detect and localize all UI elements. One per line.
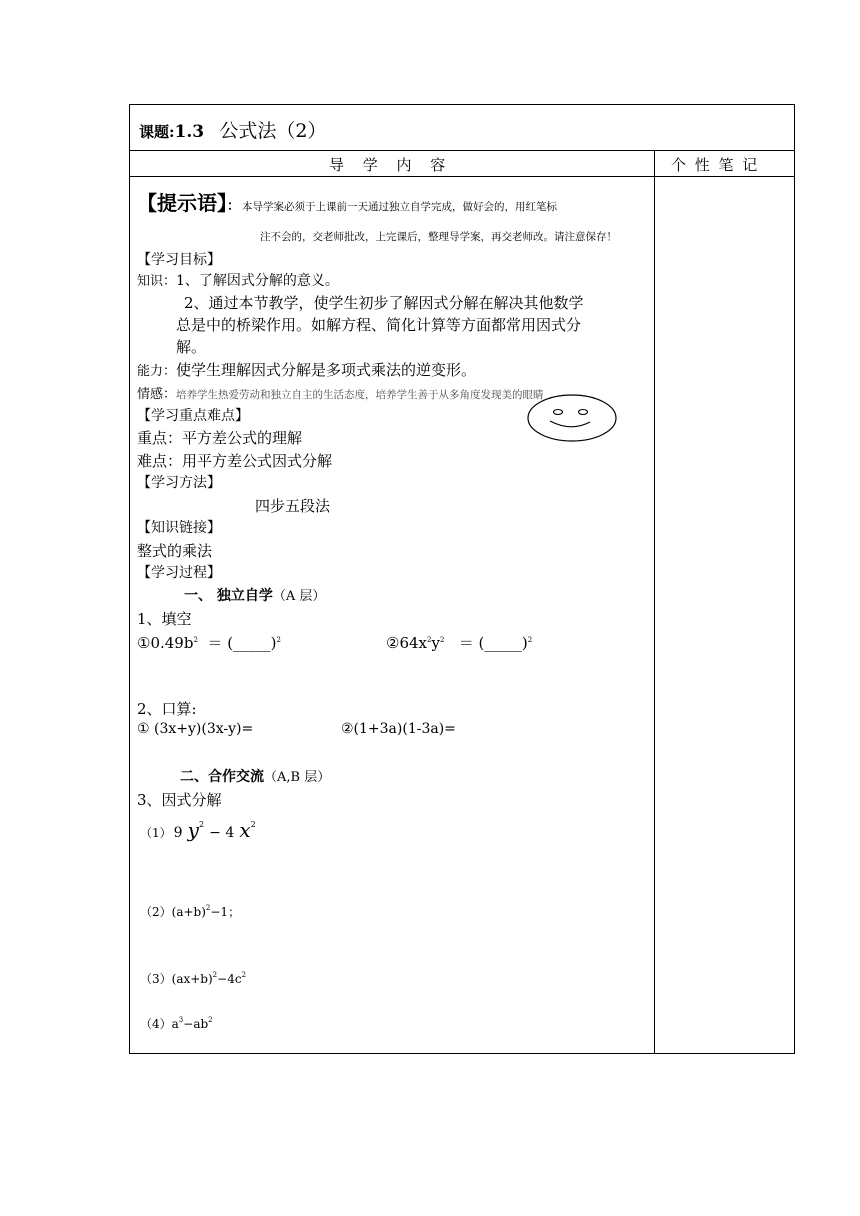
method-text: 四步五段法 bbox=[255, 497, 331, 515]
factor-item-1 bbox=[140, 818, 256, 842]
factor-3-exp: 2 bbox=[212, 971, 218, 979]
knowledge-2a: 2、通过本节教学，使学生初步了解因式分解在解决其他数学 bbox=[184, 294, 584, 312]
emotion-text: 培养学生热爱劳动和独立自主的生活态度，培养学生善于从多角度发现美的眼睛 bbox=[176, 389, 544, 401]
knowledge-2b: 总是中的桥梁作用。如解方程、简化计算等方面都常用因式分 bbox=[176, 316, 582, 334]
q1-title: 1、填空 bbox=[137, 610, 192, 628]
tip-colon: ： bbox=[227, 199, 241, 214]
factor-4-base: a bbox=[171, 1017, 179, 1031]
course-number: 1.3 bbox=[174, 122, 205, 142]
factor-3-num: （3） bbox=[140, 972, 172, 986]
q1-a bbox=[137, 632, 281, 653]
factor-4-exp: 3 bbox=[178, 1016, 184, 1024]
tip-label: 【提示语】 bbox=[137, 191, 227, 215]
ability-label: 能力： bbox=[137, 364, 177, 379]
factor-4-num: （4） bbox=[140, 1017, 172, 1031]
knowledge-2c: 解。 bbox=[176, 338, 207, 356]
q1-a-right: ＝ (_____) bbox=[207, 634, 277, 652]
factor-2-exp: 2 bbox=[205, 904, 211, 912]
factor-item-4 bbox=[140, 1015, 213, 1032]
column-header-notes: 个 性 笔 记 bbox=[671, 156, 758, 174]
factor-4-exp2: 2 bbox=[208, 1016, 213, 1024]
emotion-label: 情感： bbox=[137, 387, 177, 402]
q2-b: ②(1+3a)(1-3a)= bbox=[341, 721, 456, 737]
ability-text: 使学生理解因式分解是多项式乘法的逆变形。 bbox=[176, 361, 477, 379]
factor-2-num: （2） bbox=[140, 905, 172, 919]
header-divider bbox=[129, 150, 795, 151]
q1-b-right: ＝ (_____) bbox=[458, 634, 528, 652]
tip-text-1: 本导学案必须于上课前一天通过独立自学完成，做好会的，用红笔标 bbox=[242, 201, 558, 213]
part2-level: （A,B 层） bbox=[264, 770, 331, 785]
q1-b-exp1: 2 bbox=[427, 636, 432, 644]
course-name: 公式法（2） bbox=[219, 120, 327, 142]
factor-1-y-exp: 2 bbox=[198, 820, 205, 829]
q3-title: 3、因式分解 bbox=[137, 791, 222, 809]
factor-2-base: (a+b) bbox=[171, 905, 206, 919]
q1-b-right-exp: 2 bbox=[527, 636, 533, 644]
key-point: 重点：平方差公式的理解 bbox=[137, 429, 303, 447]
q2-title: 2、口算: bbox=[137, 700, 197, 718]
factor-1-minus: − 4 bbox=[209, 825, 235, 841]
knowledge-line-1 bbox=[137, 270, 339, 290]
q1-b bbox=[386, 632, 532, 653]
process-heading: 【学习过程】 bbox=[137, 565, 221, 581]
difficulty-point: 难点：用平方差公式因式分解 bbox=[137, 452, 333, 470]
q1-b-left: ②64x bbox=[386, 634, 427, 652]
course-title bbox=[139, 116, 326, 143]
part1-level: （A 层） bbox=[272, 589, 326, 604]
column-header-divider bbox=[129, 176, 795, 177]
factor-4-rest: −ab bbox=[183, 1017, 209, 1031]
link-heading: 【知识链接】 bbox=[137, 520, 221, 536]
factor-1-x: x bbox=[239, 818, 251, 842]
q1-a-right-exp: 2 bbox=[276, 636, 281, 644]
factor-1-y: y bbox=[187, 818, 199, 842]
factor-item-3 bbox=[140, 970, 246, 987]
goals-heading: 【学习目标】 bbox=[137, 252, 221, 268]
q1-b-exp2: 2 bbox=[439, 636, 445, 644]
knowledge-1: 1、了解因式分解的意义。 bbox=[176, 273, 339, 289]
keypoints-heading: 【学习重点难点】 bbox=[137, 408, 249, 424]
method-heading: 【学习方法】 bbox=[137, 475, 221, 491]
tip-text-2: 注不会的，交老师批改，上完课后，整理导学案，再交老师改。请注意保存！ bbox=[260, 231, 617, 243]
part2-title bbox=[180, 766, 330, 786]
column-header-content: 导 学 内 容 bbox=[329, 156, 446, 174]
knowledge-label: 知识： bbox=[137, 274, 177, 289]
part2-title-text: 二、合作交流 bbox=[180, 769, 264, 785]
part1-title bbox=[184, 585, 325, 605]
q1-a-exp: 2 bbox=[193, 636, 198, 644]
factor-2-rest: −1； bbox=[210, 905, 241, 919]
tip-line-1 bbox=[137, 187, 557, 216]
part1-title-text: 一、 独立自学 bbox=[184, 588, 273, 604]
q1-b-mid: y bbox=[431, 634, 440, 652]
factor-1-x-exp: 2 bbox=[250, 820, 256, 829]
ability-line bbox=[137, 359, 476, 380]
course-label: 课题: bbox=[139, 123, 175, 141]
emotion-line bbox=[137, 383, 544, 402]
q2-a: ① (3x+y)(3x-y)= bbox=[137, 721, 254, 737]
column-divider bbox=[654, 150, 655, 1054]
factor-1-coef: 9 bbox=[173, 825, 183, 841]
factor-1-num: （1） bbox=[140, 826, 172, 840]
factor-3-rest: −4c bbox=[217, 972, 242, 986]
factor-3-exp2: 2 bbox=[241, 971, 247, 979]
smiley-face-drawing bbox=[526, 392, 618, 444]
factor-3-base: (ax+b) bbox=[171, 972, 213, 986]
q1-a-left: ①0.49b bbox=[137, 634, 194, 652]
factor-item-2 bbox=[140, 903, 240, 920]
link-text: 整式的乘法 bbox=[137, 542, 213, 560]
